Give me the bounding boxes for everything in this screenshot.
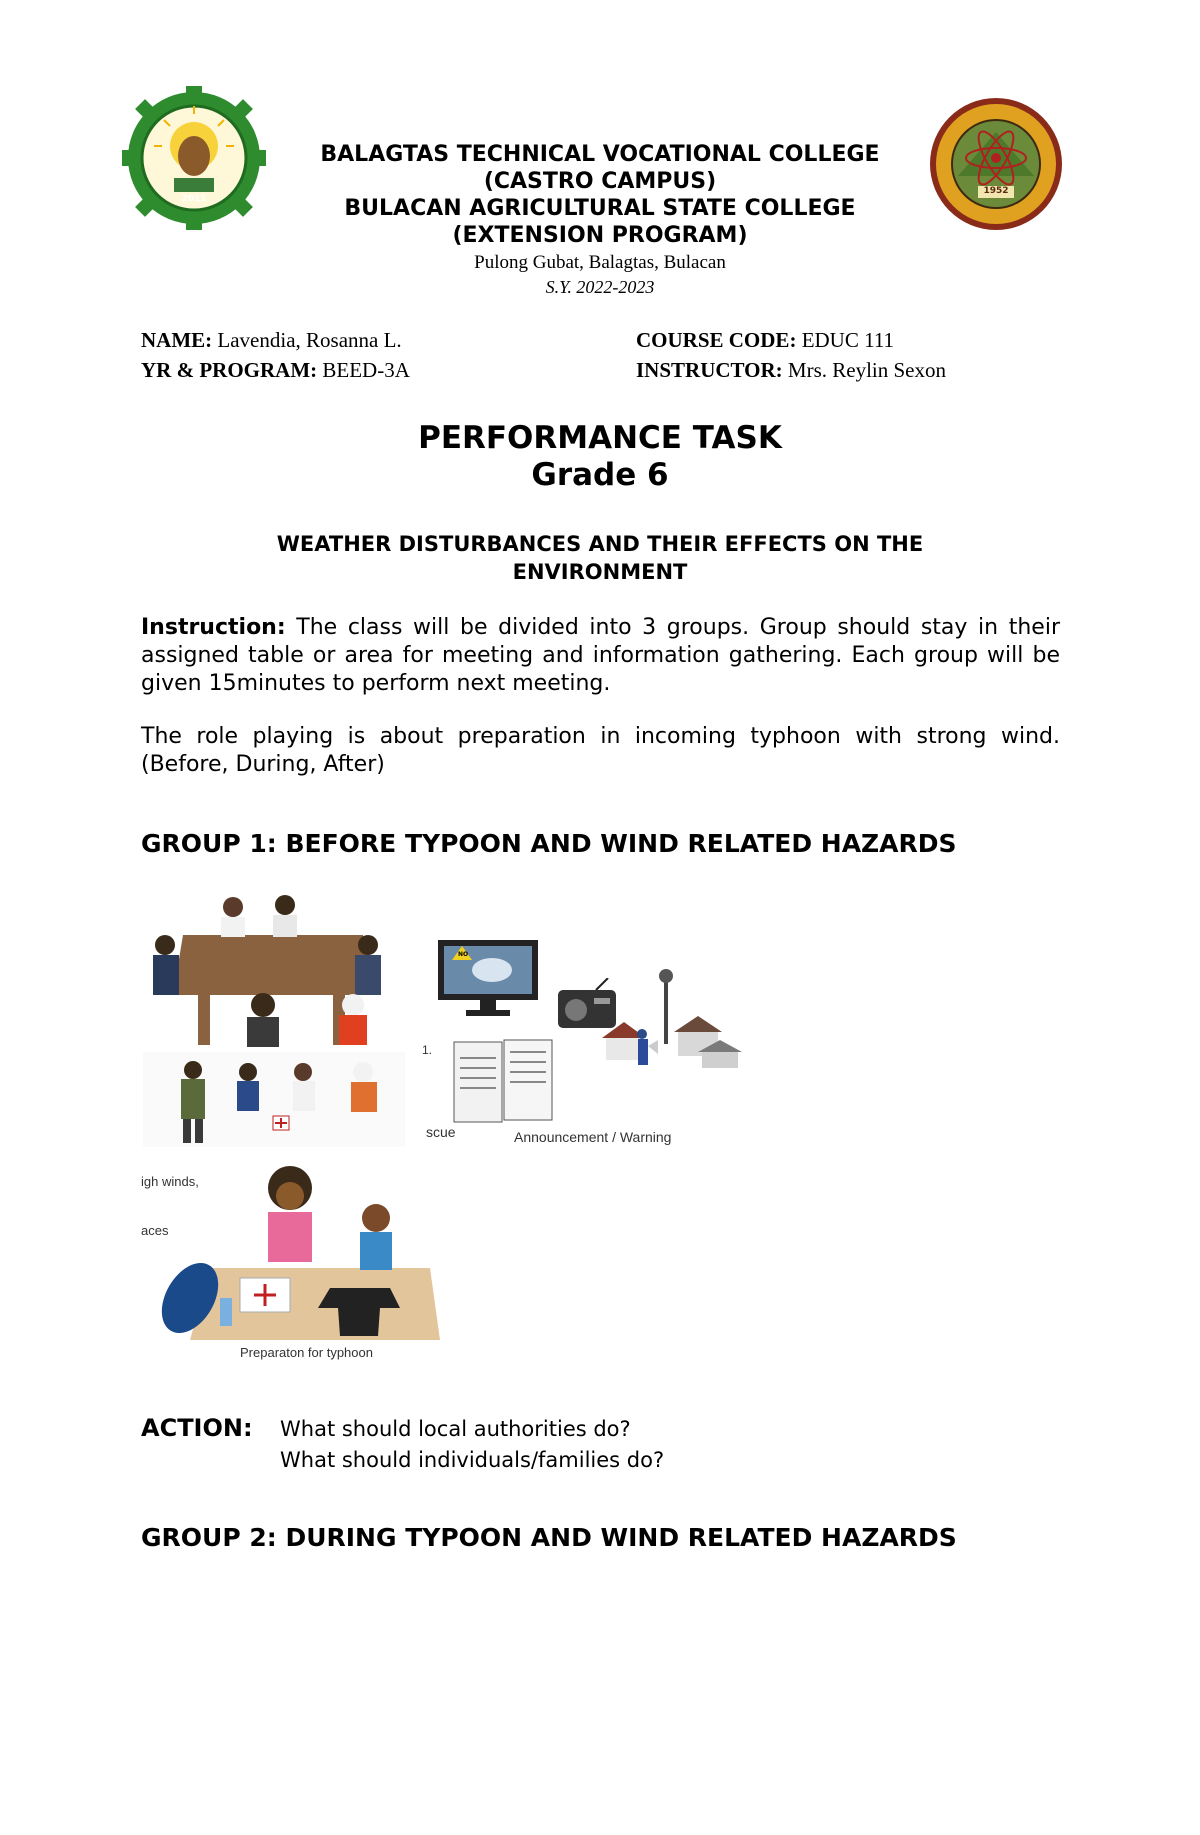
action-question-2: What should individuals/families do?	[280, 1448, 665, 1472]
caption-high-winds: igh winds,	[141, 1174, 199, 1189]
meeting-illustration	[143, 895, 395, 1050]
tv-icon	[436, 938, 540, 1018]
right-seal-year: 1952	[983, 186, 1009, 196]
left-college-seal	[122, 86, 266, 230]
caption-places: aces	[141, 1223, 169, 1238]
student-name-row	[141, 328, 402, 353]
group2-heading: GROUP 2: DURING TYPOON AND WIND RELATED HAZARDS	[141, 1523, 957, 1552]
program-label: YR & PROGRAM:	[141, 358, 318, 382]
college-name-1: BALAGTAS TECHNICAL VOCATIONAL COLLEGE	[320, 142, 880, 167]
campus-name: (CASTRO CAMPUS)	[483, 169, 717, 194]
roleplay-paragraph: The role playing is about preparation in incoming typhoon with strong wind. (Before, During, After)	[141, 724, 1060, 777]
program-row	[141, 358, 410, 383]
caption-rescue: scue	[426, 1124, 456, 1140]
course-value: EDUC 111	[801, 328, 895, 352]
college-address: Pulong Gubat, Balagtas, Bulacan	[474, 252, 726, 273]
caption-number: 1.	[422, 1043, 433, 1057]
instructor-value: Mrs. Reylin Sexon	[787, 358, 946, 382]
left-seal-year: 2011	[181, 194, 207, 204]
tv-warning-sign: NO	[458, 951, 469, 958]
topic-line-1: WEATHER DISTURBANCES AND THEIR EFFECTS ON THE	[276, 532, 924, 556]
instruction-paragraph	[141, 614, 1060, 698]
program-value: BEED-3A	[322, 358, 410, 382]
action-section	[141, 1414, 253, 1442]
rescue-illustration	[143, 1052, 405, 1147]
caption-preparation: Preparaton for typhoon	[240, 1345, 373, 1360]
siren-tower-illustration	[594, 968, 750, 1080]
instruction-label: Instruction:	[141, 615, 286, 640]
action-label: ACTION:	[141, 1414, 253, 1442]
program-name: (EXTENSION PROGRAM)	[452, 223, 748, 248]
grade-title: Grade 6	[531, 457, 669, 493]
group1-heading: GROUP 1: BEFORE TYPOON AND WIND RELATED HAZARDS	[141, 829, 957, 858]
college-name-2: BULACAN AGRICULTURAL STATE COLLEGE	[344, 196, 856, 221]
instructor-row	[636, 358, 946, 383]
name-label: NAME:	[141, 328, 213, 352]
course-code-row	[636, 328, 894, 353]
topic-line-2: ENVIRONMENT	[512, 560, 688, 584]
action-question-1: What should local authorities do?	[280, 1417, 631, 1441]
course-label: COURSE CODE:	[636, 328, 797, 352]
right-college-seal	[928, 96, 1064, 232]
preparation-illustration	[150, 1158, 440, 1340]
caption-announcement: Announcement / Warning	[514, 1129, 672, 1145]
newspaper-icon	[452, 1038, 554, 1126]
instruction-text: The class will be divided into 3 groups. Group should stay in their assigned table or area for meeting and information gathering. Each group will be given 15minutes to perform next meeting.	[141, 615, 1060, 696]
task-title: PERFORMANCE TASK	[418, 420, 782, 456]
school-year: S.Y. 2022-2023	[545, 277, 655, 297]
instructor-label: INSTRUCTOR:	[636, 358, 783, 382]
name-value: Lavendia, Rosanna L.	[217, 328, 402, 352]
